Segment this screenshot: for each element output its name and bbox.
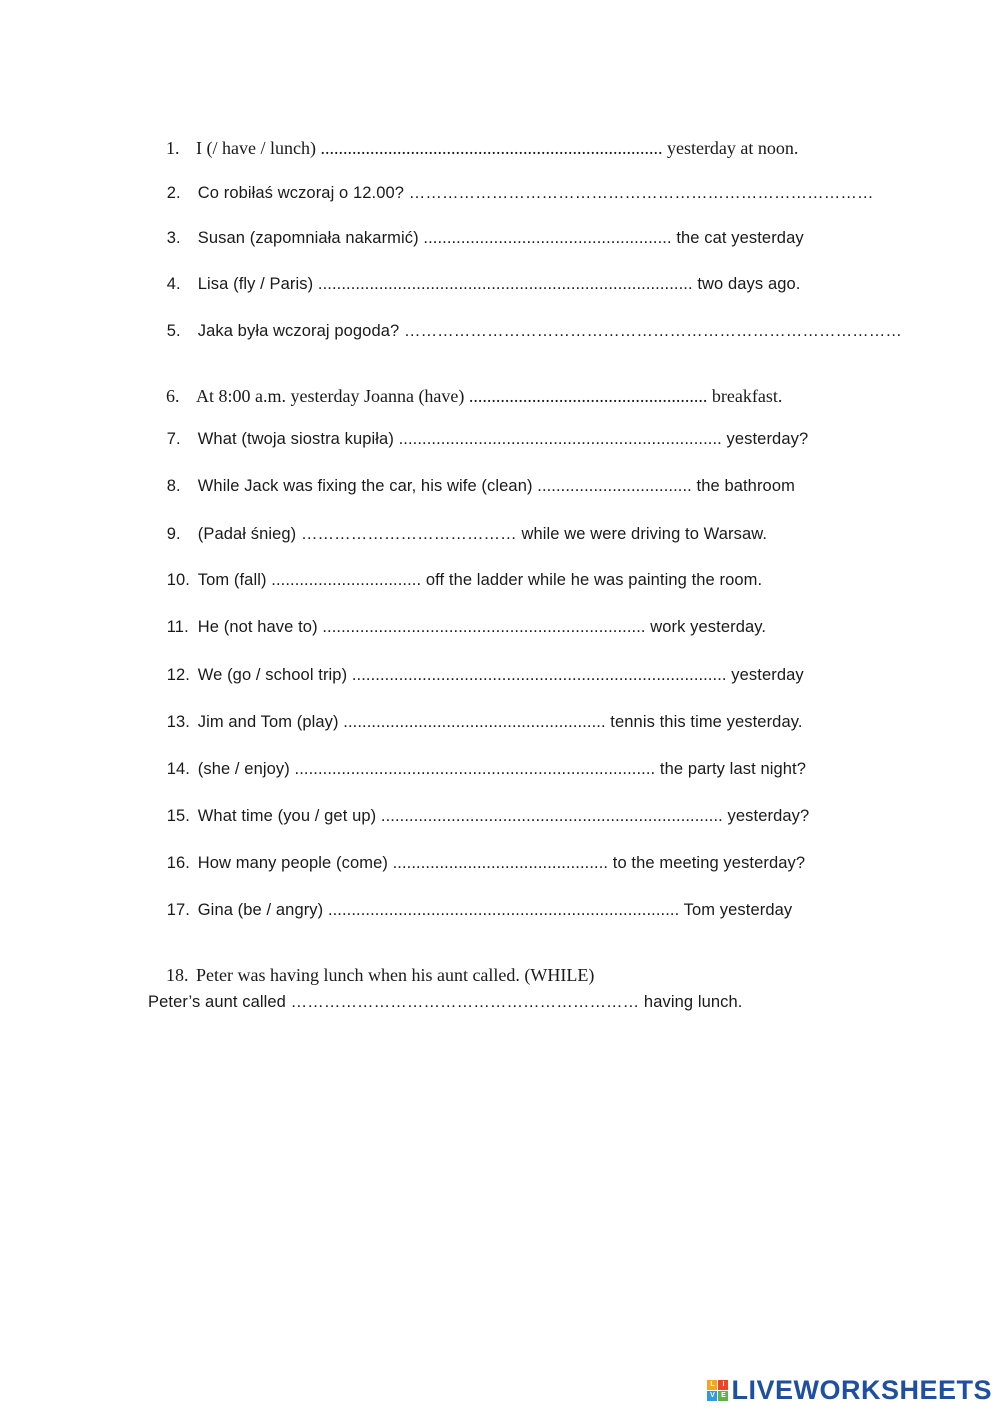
exercise-number: 13.: [166, 712, 190, 731]
logo-letter: V: [707, 1391, 717, 1401]
exercise-text: At 8:00 a.m. yesterday Joanna (have) ..................................................... breakfast.: [196, 386, 783, 406]
exercise-number: 18.: [166, 965, 189, 985]
exercise-text: Gina (be / angry) ........................................................................... Tom yesterday: [197, 900, 793, 919]
exercise-13: [148, 697, 803, 747]
exercise-text: Peter was having lunch when his aunt called. (WHILE): [196, 965, 595, 985]
logo-letter: E: [718, 1391, 728, 1401]
exercise-number: 16.: [166, 853, 190, 872]
exercise-8: [148, 461, 795, 511]
logo-mark-icon: [707, 1380, 728, 1401]
exercise-9: [148, 509, 767, 559]
exercise-2: [148, 168, 874, 218]
exercise-number: 4.: [166, 274, 181, 293]
exercise-text: Jaka była wczoraj pogoda? ………………………………………………………………………………: [197, 321, 902, 340]
exercise-text: He (not have to) ..................................................................... work yesterday.: [197, 617, 767, 636]
rewrite-line: Peter’s aunt called ……………………………………………………… having lunch.: [148, 993, 743, 1011]
exercise-text: What time (you / get up) ......................................................................... yesterday?: [197, 806, 810, 825]
exercise-text: What (twoja siostra kupiła) ..................................................................... yesterday?: [197, 429, 809, 448]
logo-letter: I: [718, 1380, 728, 1390]
exercise-number: 1.: [166, 138, 180, 158]
exercise-number: 15.: [166, 806, 190, 825]
exercise-number: 5.: [166, 321, 181, 340]
exercise-number: 17.: [166, 900, 190, 919]
exercise-text: Lisa (fly / Paris) ................................................................................ two days ago.: [197, 274, 801, 293]
exercise-16: [148, 838, 805, 888]
exercise-text: While Jack was fixing the car, his wife (clean) ................................. the bathroom: [197, 476, 795, 495]
liveworksheets-logo: [707, 1375, 992, 1405]
exercise-12: [148, 650, 804, 700]
exercise-text: Jim and Tom (play) ........................................................ tennis this time yesterday.: [197, 712, 803, 731]
exercise-number: 3.: [166, 228, 181, 247]
exercise-text: We (go / school trip) ................................................................................ yesterday: [197, 665, 804, 684]
logo-letter: L: [707, 1380, 717, 1390]
exercise-14: [148, 744, 806, 794]
exercise-text: I (/ have / lunch) ............................................................................ yesterday at noon.: [196, 138, 799, 158]
exercise-4: [148, 259, 800, 309]
exercise-11: [148, 602, 766, 652]
exercise-number: 9.: [166, 524, 181, 543]
exercise-number: 6.: [166, 386, 180, 406]
exercise-number: 7.: [166, 429, 181, 448]
exercise-number: 2.: [166, 183, 181, 202]
exercise-text: Co robiłaś wczoraj o 12.00? …………………………………………………………………………: [197, 183, 874, 202]
exercise-text: (she / enjoy) ............................................................................. the party last night?: [197, 759, 806, 778]
exercise-1: [148, 121, 798, 175]
exercise-text: Tom (fall) ................................ off the ladder while he was painting the room.: [197, 570, 763, 589]
exercise-number: 8.: [166, 476, 181, 495]
exercise-5: [148, 306, 902, 356]
exercise-text: How many people (come) .............................................. to the meeting yesterday?: [197, 853, 806, 872]
exercise-number: 11.: [166, 617, 189, 636]
exercise-number: 10.: [166, 570, 190, 589]
exercise-10: [148, 555, 762, 605]
exercise-15: [148, 791, 809, 841]
exercise-number: 14.: [166, 759, 190, 778]
exercise-number: 12.: [166, 665, 190, 684]
exercise-17: [148, 885, 792, 935]
exercise-text: (Padał śnieg) ………………………………… while we were driving to Warsaw.: [197, 524, 768, 543]
logo-text: LIVEWORKSHEETS: [731, 1374, 992, 1405]
exercise-text: Susan (zapomniała nakarmić) ..................................................... the cat yesterday: [197, 228, 804, 247]
exercise-3: [148, 213, 804, 263]
exercise-7: [148, 414, 808, 464]
